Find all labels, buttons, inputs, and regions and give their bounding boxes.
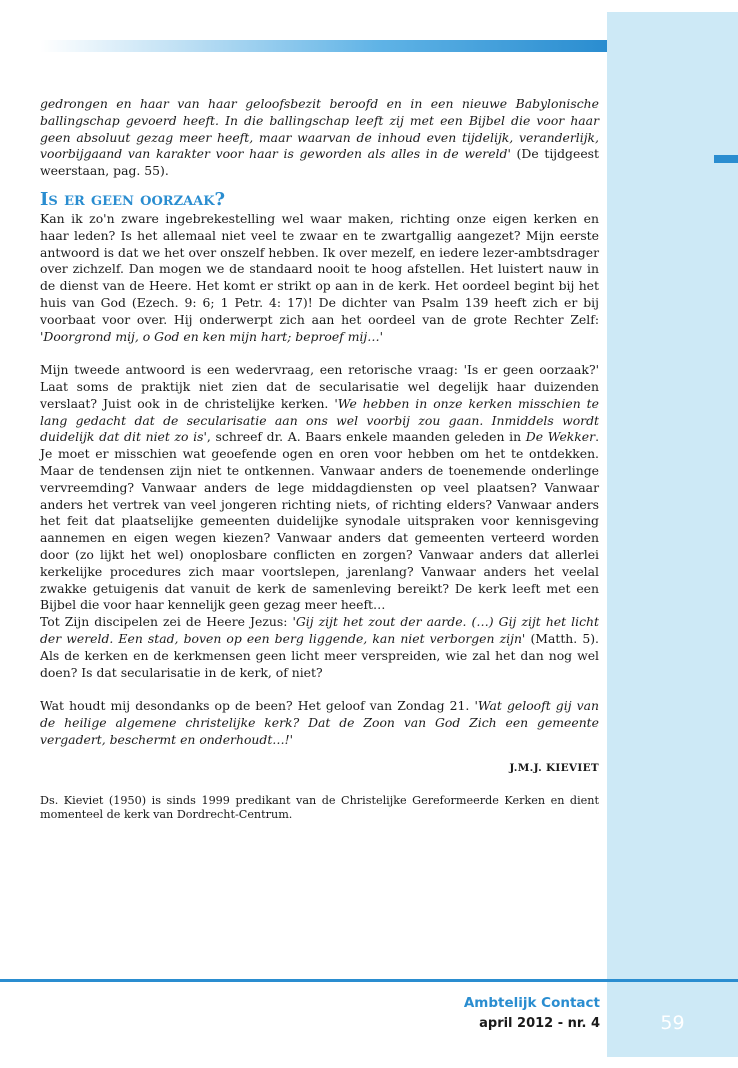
author-bio: Ds. Kieviet (1950) is sinds 1999 predikant van de Christelijke Gereformeerde Kerken en dient momenteel de kerk van Dordrecht-Centrum.: [40, 794, 599, 822]
page-number: 59: [660, 1012, 685, 1034]
paragraph-2-text-c: . Je moet er misschien wat geoefende ogen en oren voor hebben om het te ontdekken. Maar de tendensen zijn niet te ontkennen. Vanwaar anders de toenemende onderlinge vervreemding? Vanwaar anders de lege middagdiensten op veel plaatsen? Vanwaar anders het vertrek van veel jongeren richting niets, of richting elders? Vanwaar anders het feit dat plaatselijke gemeenten duidelijke synodale uitspraken voor kennisgeving aannemen en eigen wegen kiezen? Vanwaar anders dat gemeenten verteerd worden door (zo lijkt het wel) onoplosbare conflicten en zorgen? Vanwaar anders dat allerlei kerkelijke procedures zich maar voortslepen, jarenlang? Vanwaar anders het veelal zwakke getuigenis dat vanuit de kerk de samenleving bereikt? De kerk leeft met een Bijbel die voor haar kennelijk geen gezag meer heeft…: [40, 429, 600, 613]
header-gradient-band: [40, 40, 607, 52]
paragraph-1: [40, 211, 599, 345]
paragraph-3-quote: 'Gij zijt het zout der aarde. (…) Gij zijt het licht der wereld. Een stad, boven op een berg liggende, kan niet verborgen zijn': [40, 614, 600, 646]
footer-rule: [0, 979, 738, 982]
paragraph-2-quote: 'We hebben in onze kerken misschien te lang gedacht dat de secularisatie aan ons wel voorbij zou gaan. Inmiddels wordt duidelijk dat dit niet zo is': [40, 395, 599, 445]
paragraph-3: [40, 614, 599, 681]
paragraph-4-text: Wat houdt mij desondanks op de been? Het geloof van Zondag 21.: [40, 698, 475, 714]
sidebar-marker: [714, 155, 738, 163]
author-name: J.M.J. KIEVIET: [509, 762, 599, 775]
intro-paragraph: [40, 96, 599, 180]
magazine-title: Ambtelijk Contact: [463, 995, 600, 1011]
paragraph-2: [40, 362, 599, 614]
intro-quote: gedrongen en haar van haar geloofsbezit beroofd en in een nieuwe Babylonische ballingschap gevoerd heeft. In die ballingschap leeft zij met een Bijbel die voor haar geen absoluut gezag meer heeft, maar waarvan de inhoud even tijdelijk, veranderlijk, voorbijgaand van karakter voor haar is geworden als alles in de wereld': [40, 96, 599, 162]
paragraph-1-quote: 'Doorgrond mij, o God en ken mijn hart; beproef mij…': [40, 328, 384, 344]
paragraph-4-quote: 'Wat gelooft gij van de heilige algemene christelijke kerk? Dat de Zoon van God Zich een gemeente vergadert, beschermt en onderhoudt…!': [40, 698, 599, 747]
paragraph-2-text-a: Mijn tweede antwoord is een wedervraag, een retorische vraag: 'Is er geen oorzaak?' Laat soms de praktijk niet zien dat de secularisatie wel degelijk haar duizenden verslaat? Juist ook in de christelijke kerken.: [40, 362, 599, 411]
paragraph-3-text-a: Tot Zijn discipelen zei de Heere Jezus:: [40, 614, 293, 630]
intro-source: (De tijdgeest weerstaan, pag. 55).: [40, 146, 599, 179]
paragraph-4: [40, 698, 599, 748]
paragraph-1-text: Kan ik zo'n zware ingebrekestelling wel waar maken, richting onze eigen kerken en haar leden? Is het allemaal niet veel te zwaar en te zwartgallig aangezet? Mijn eerste antwoord is dat we het over onszelf hebben. Ik over mezelf, en iedere lezer-ambtsdrager over zichzelf. Dan mogen we de standaard nooit te hoog afstellen. Het luistert nauw in de dienst van de Heere. Het komt er strikt op aan in de kerk. Het oordeel begint bij het huis van God (Ezech. 9: 6; 1 Petr. 4: 17)! De dichter van Psalm 139 heeft zich er bij voorbaat voor over. Hij onderwerpt zich aan het oordeel van de grote Rechter Zelf:: [40, 210, 599, 327]
page-sidebar: [607, 12, 738, 1057]
issue-label: april 2012 - nr. 4: [479, 1016, 600, 1031]
paragraph-2-text-b: , schreef dr. A. Baars enkele maanden geleden in: [206, 429, 526, 445]
article-body: [40, 96, 599, 822]
paragraph-3-text-b: (Matth. 5). Als de kerken en de kerkmensen geen licht meer verspreiden, wie zal het dan nog wel doen? Is dat secularisatie in de kerk, of niet?: [40, 630, 599, 680]
paragraph-2-journal: De Wekker: [525, 429, 596, 445]
section-heading: Is er geen oorzaak?: [40, 188, 226, 210]
